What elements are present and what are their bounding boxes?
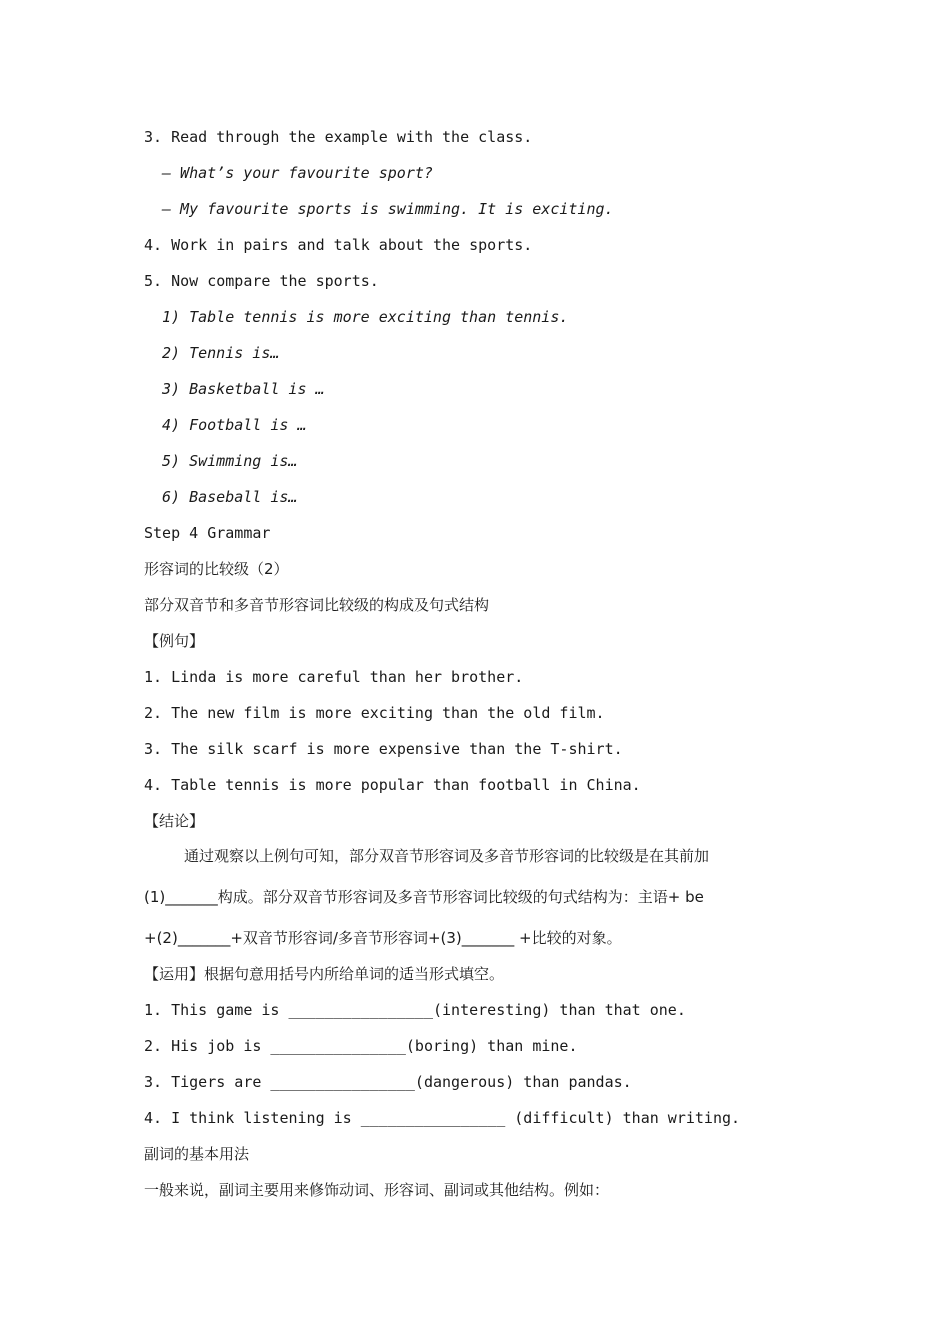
- compare-item: 5) Swimming is…: [162, 452, 298, 470]
- compare-item: 3) Basketball is …: [162, 380, 325, 398]
- conclusion-line: +(2)_______+双音节形容词/多音节形容词+(3)_______ +比较的对象。: [144, 929, 622, 947]
- grammar-subtitle: 部分双音节和多音节形容词比较级的构成及句式结构: [144, 596, 490, 614]
- conclusion-line: (1)_______构成。部分双音节形容词及多音节形容词比较级的句式结构为：主语+ be: [144, 888, 704, 906]
- compare-item: 6) Baseball is…: [162, 488, 298, 506]
- practice-item: 3. Tigers are ________________(dangerous) than pandas.: [144, 1073, 632, 1091]
- step5-instruction: 5. Now compare the sports.: [144, 272, 379, 290]
- step3-instruction: 3. Read through the example with the class.: [144, 128, 533, 146]
- example-answer: — My favourite sports is swimming. It is exciting.: [162, 200, 614, 218]
- compare-item: 2) Tennis is…: [162, 344, 280, 362]
- example-sentence: 4. Table tennis is more popular than football in China.: [144, 776, 641, 794]
- example-sentence: 2. The new film is more exciting than the old film.: [144, 704, 605, 722]
- adverb-text: 一般来说，副词主要用来修饰动词、形容词、副词或其他结构。例如：: [144, 1181, 610, 1199]
- conclusion-label: 【结论】: [144, 812, 205, 830]
- compare-item: 4) Football is …: [162, 416, 307, 434]
- practice-item: 4. I think listening is ________________ (difficult) than writing.: [144, 1109, 741, 1127]
- practice-label: 【运用】根据句意用括号内所给单词的适当形式填空。: [144, 965, 505, 983]
- examples-label: 【例句】: [144, 632, 205, 650]
- adverb-title: 副词的基本用法: [144, 1145, 250, 1163]
- example-sentence: 1. Linda is more careful than her brother.: [144, 668, 524, 686]
- compare-item: 1) Table tennis is more exciting than tennis.: [162, 308, 569, 326]
- grammar-title: 形容词的比较级（2）: [144, 560, 289, 578]
- grammar-heading: Step 4 Grammar: [144, 524, 271, 542]
- practice-item: 1. This game is ________________(interesting) than that one.: [144, 1001, 686, 1019]
- conclusion-line: 通过观察以上例句可知，部分双音节形容词及多音节形容词的比较级是在其前加: [184, 847, 710, 865]
- example-sentence: 3. The silk scarf is more expensive than the T-shirt.: [144, 740, 623, 758]
- practice-item: 2. His job is _______________(boring) than mine.: [144, 1037, 578, 1055]
- example-question: — What’s your favourite sport?: [162, 164, 433, 182]
- step4-instruction: 4. Work in pairs and talk about the sports.: [144, 236, 533, 254]
